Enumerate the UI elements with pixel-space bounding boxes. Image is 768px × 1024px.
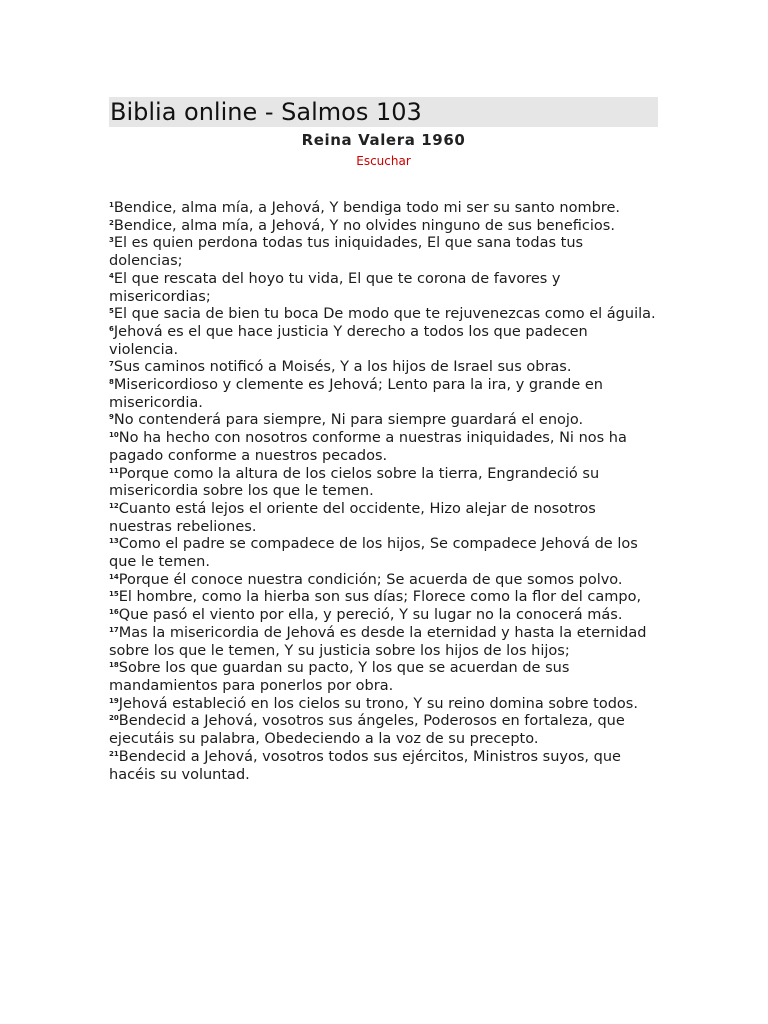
verse [109, 713, 658, 748]
verse-text: Porque como la altura de los cielos sobre la tierra, Engrandeció su misericordia sobre los que le temen. [109, 465, 600, 500]
verse-number: 2 [109, 218, 114, 227]
verse-number: 16 [109, 608, 119, 617]
verse-text: Bendecid a Jehová, vosotros sus ángeles, Poderosos en fortaleza, que ejecutáis su palabra, Obedeciendo a la voz de su precepto. [109, 713, 625, 748]
verse [109, 607, 658, 625]
verse-text: Mas la misericordia de Jehová es desde la eternidad y hasta la eternidad sobre los que le temen, Y su justicia sobre los hijos de los hijos; [109, 624, 647, 659]
verse-number: 12 [109, 501, 119, 510]
verse-text: Sus caminos notificó a Moisés, Y a los hijos de Israel sus obras. [113, 359, 572, 376]
verse-text: Jehová es el que hace justicia Y derecho a todos los que padecen violencia. [109, 323, 588, 358]
verse-text: No ha hecho con nosotros conforme a nuestras iniquidades, Ni nos ha pagado conforme a nuestros pecados. [109, 430, 627, 464]
verse-number: 3 [109, 236, 114, 245]
verse [109, 324, 658, 359]
verse-list [109, 200, 658, 784]
verse-number: 11 [109, 466, 119, 475]
verse-number: 13 [109, 537, 119, 546]
verse-text: Porque él conoce nuestra condición; Se acuerda de que somos polvo. [118, 571, 623, 588]
verse [109, 359, 658, 377]
verse [109, 696, 658, 714]
verse-text: Que pasó el viento por ella, y pereció, Y su lugar no la conocerá más. [118, 607, 623, 624]
verse [109, 200, 658, 218]
verse-text: El que sacia de bien tu boca De modo que te rejuvenezcas como el águila. [113, 306, 656, 323]
verse-text: Cuanto está lejos el oriente del occidente, Hizo alejar de nosotros nuestras rebeliones. [109, 500, 596, 535]
verse-text: El hombre, como la hierba son sus días; Florece como la flor del campo, [118, 589, 642, 606]
page-title: Biblia online - Salmos 103 [109, 97, 658, 127]
verse [109, 306, 658, 324]
verse-number: 9 [109, 413, 114, 422]
verse [109, 412, 658, 430]
verse-text: Bendice, alma mía, a Jehová, Y bendiga todo mi ser su santo nombre. [113, 200, 620, 216]
verse-number: 10 [109, 431, 119, 440]
verse-text: Misericordioso y clemente es Jehová; Lento para la ira, y grande en misericordia. [109, 377, 603, 411]
verse-number: 6 [109, 324, 114, 333]
verse-text: El es quien perdona todas tus iniquidades, El que sana todas tus dolencias; [109, 235, 584, 270]
verse-number: 21 [109, 749, 119, 758]
verse-number: 18 [109, 661, 119, 670]
document-page [109, 97, 658, 784]
verse [109, 430, 658, 465]
verse-number: 17 [109, 625, 119, 634]
verse-text: Sobre los que guardan su pacto, Y los que se acuerdan de sus mandamientos para ponerlos por obra. [109, 660, 570, 694]
verse-number: 7 [109, 360, 114, 369]
verse [109, 536, 658, 571]
verse-number: 14 [109, 572, 119, 581]
verse-text: El que rescata del hoyo tu vida, El que te corona de favores y misericordias; [109, 270, 561, 305]
verse-text: Bendecid a Jehová, vosotros todos sus ejércitos, Ministros suyos, que hacéis su voluntad. [109, 748, 621, 783]
listen-link[interactable]: Escuchar [356, 154, 411, 168]
verse [109, 271, 658, 306]
verse [109, 377, 658, 412]
verse-text: Como el padre se compadece de los hijos, Se compadece Jehová de los que le temen. [109, 536, 638, 571]
verse [109, 218, 658, 236]
verse-number: 19 [109, 696, 119, 705]
bible-version: Reina Valera 1960 [301, 131, 466, 149]
verse-number: 1 [109, 201, 114, 209]
verse [109, 589, 658, 607]
verse [109, 572, 658, 590]
verse [109, 625, 658, 660]
verse [109, 466, 658, 501]
verse-text: No contenderá para siempre, Ni para siempre guardará el enojo. [113, 412, 584, 429]
verse-number: 4 [109, 271, 114, 280]
verse-number: 5 [109, 307, 114, 316]
verse-text: Jehová estableció en los cielos su trono, Y su reino domina sobre todos. [118, 695, 638, 712]
verse-number: 15 [109, 590, 119, 599]
verse [109, 660, 658, 695]
verse-number: 20 [109, 714, 119, 723]
verse [109, 749, 658, 784]
verse [109, 235, 658, 270]
verse-text: Bendice, alma mía, a Jehová, Y no olvides ninguno de sus beneficios. [113, 217, 615, 234]
verse-number: 8 [109, 378, 114, 387]
verse [109, 501, 658, 536]
